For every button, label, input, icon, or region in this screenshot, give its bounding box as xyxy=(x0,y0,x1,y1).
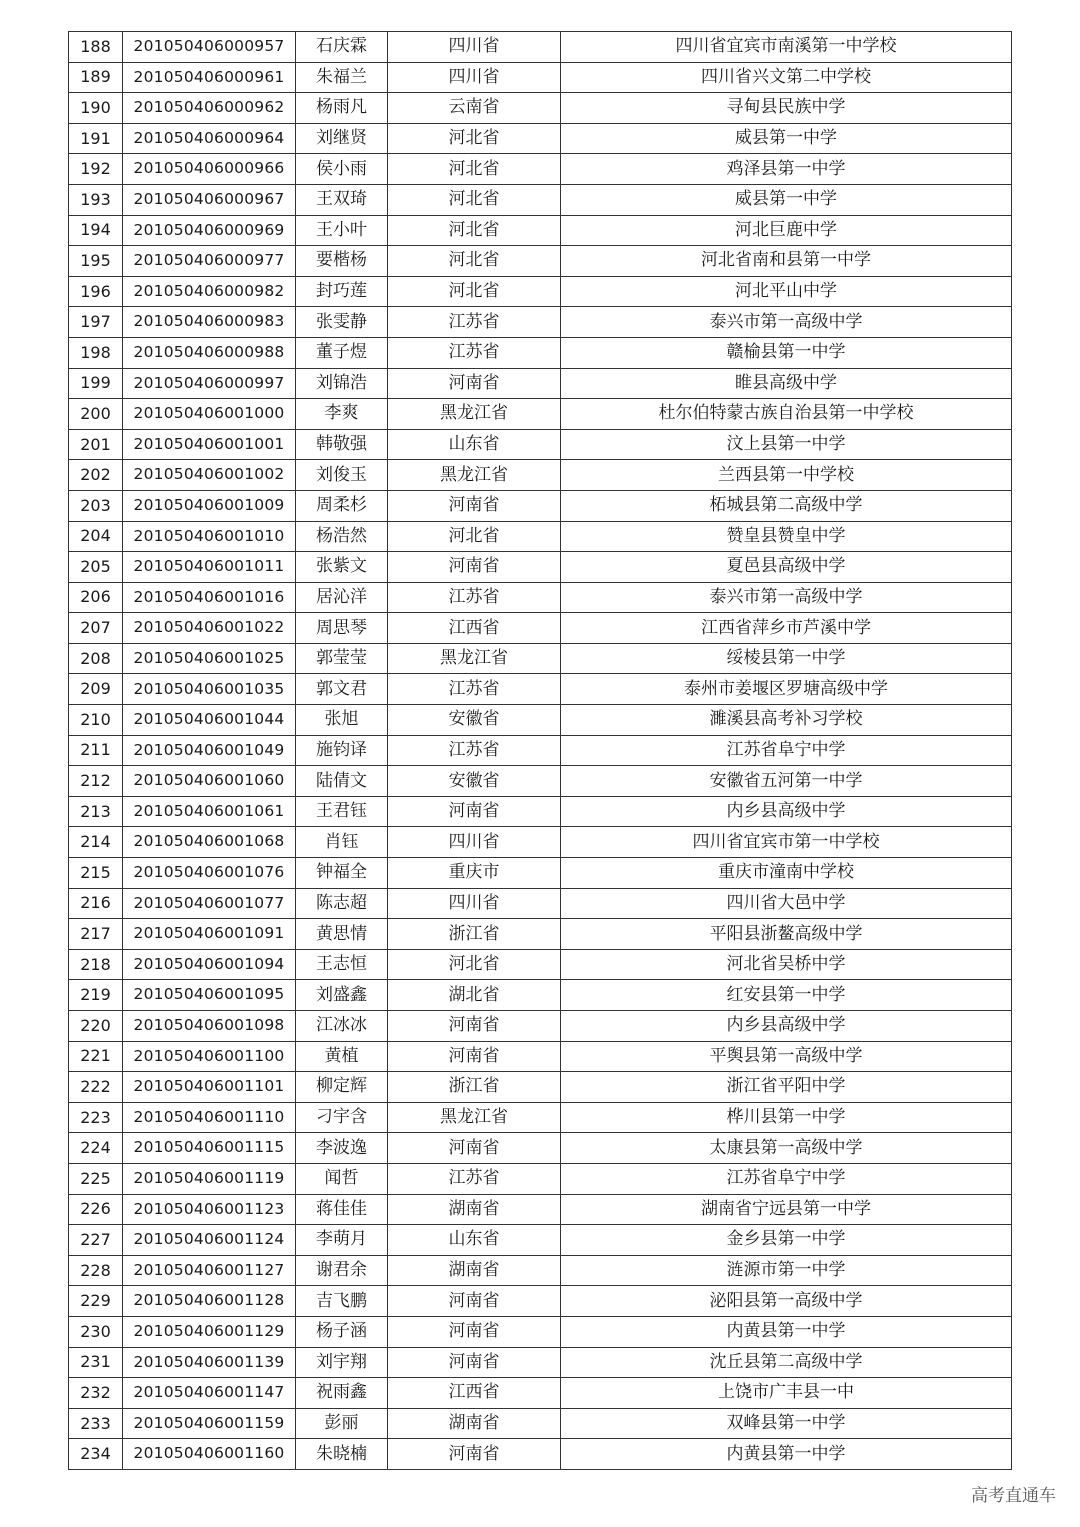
exam-id-cell: 201050406000962 xyxy=(123,93,296,124)
row-number-cell: 196 xyxy=(69,276,123,307)
table-row xyxy=(69,399,1012,430)
student-name-cell: 黄植 xyxy=(296,1041,388,1072)
province-cell: 浙江省 xyxy=(388,1072,561,1103)
student-name-cell: 钟福全 xyxy=(296,858,388,889)
school-cell: 泰州市姜堰区罗塘高级中学 xyxy=(561,674,1012,705)
row-number-cell: 230 xyxy=(69,1316,123,1347)
exam-id-cell: 201050406001049 xyxy=(123,735,296,766)
province-cell: 河南省 xyxy=(388,1439,561,1470)
student-name-cell: 张雯静 xyxy=(296,307,388,338)
student-name-cell: 张旭 xyxy=(296,705,388,736)
province-cell: 江苏省 xyxy=(388,307,561,338)
row-number-cell: 214 xyxy=(69,827,123,858)
table-row xyxy=(69,674,1012,705)
watermark-text: 高考直通车 xyxy=(971,1486,1056,1506)
province-cell: 云南省 xyxy=(388,93,561,124)
school-cell: 江西省萍乡市芦溪中学 xyxy=(561,613,1012,644)
school-cell: 江苏省阜宁中学 xyxy=(561,735,1012,766)
province-cell: 江苏省 xyxy=(388,337,561,368)
province-cell: 四川省 xyxy=(388,827,561,858)
table-row xyxy=(69,1041,1012,1072)
row-number-cell: 219 xyxy=(69,980,123,1011)
province-cell: 江苏省 xyxy=(388,1163,561,1194)
row-number-cell: 233 xyxy=(69,1408,123,1439)
school-cell: 红安县第一中学 xyxy=(561,980,1012,1011)
table-row xyxy=(69,1163,1012,1194)
row-number-cell: 200 xyxy=(69,399,123,430)
exam-id-cell: 201050406001076 xyxy=(123,858,296,889)
exam-id-cell: 201050406000966 xyxy=(123,154,296,185)
row-number-cell: 232 xyxy=(69,1378,123,1409)
school-cell: 河北巨鹿中学 xyxy=(561,215,1012,246)
province-cell: 河南省 xyxy=(388,1011,561,1042)
school-cell: 兰西县第一中学校 xyxy=(561,460,1012,491)
exam-id-cell: 201050406001025 xyxy=(123,643,296,674)
student-name-cell: 柳定辉 xyxy=(296,1072,388,1103)
school-cell: 桦川县第一中学 xyxy=(561,1102,1012,1133)
row-number-cell: 193 xyxy=(69,184,123,215)
table-row xyxy=(69,215,1012,246)
province-cell: 江苏省 xyxy=(388,674,561,705)
exam-id-cell: 201050406001094 xyxy=(123,949,296,980)
student-name-cell: 刘盛鑫 xyxy=(296,980,388,1011)
exam-id-cell: 201050406000964 xyxy=(123,123,296,154)
table-row xyxy=(69,766,1012,797)
student-name-cell: 杨浩然 xyxy=(296,521,388,552)
province-cell: 安徽省 xyxy=(388,705,561,736)
row-number-cell: 215 xyxy=(69,858,123,889)
table-row xyxy=(69,796,1012,827)
student-name-cell: 侯小雨 xyxy=(296,154,388,185)
row-number-cell: 226 xyxy=(69,1194,123,1225)
exam-id-cell: 201050406001139 xyxy=(123,1347,296,1378)
student-name-cell: 谢君余 xyxy=(296,1255,388,1286)
exam-id-cell: 201050406001123 xyxy=(123,1194,296,1225)
province-cell: 黑龙江省 xyxy=(388,643,561,674)
exam-id-cell: 201050406000982 xyxy=(123,276,296,307)
school-cell: 江苏省阜宁中学 xyxy=(561,1163,1012,1194)
student-name-cell: 郭文君 xyxy=(296,674,388,705)
table-row xyxy=(69,919,1012,950)
school-cell: 湖南省宁远县第一中学 xyxy=(561,1194,1012,1225)
row-number-cell: 199 xyxy=(69,368,123,399)
student-name-cell: 陆倩文 xyxy=(296,766,388,797)
student-name-cell: 祝雨鑫 xyxy=(296,1378,388,1409)
row-number-cell: 216 xyxy=(69,888,123,919)
exam-id-cell: 201050406001127 xyxy=(123,1255,296,1286)
table-row xyxy=(69,1194,1012,1225)
school-cell: 泌阳县第一高级中学 xyxy=(561,1286,1012,1317)
student-name-cell: 刘宇翔 xyxy=(296,1347,388,1378)
table-row xyxy=(69,1439,1012,1470)
table-row xyxy=(69,613,1012,644)
row-number-cell: 197 xyxy=(69,307,123,338)
row-number-cell: 210 xyxy=(69,705,123,736)
school-cell: 平阳县浙鳌高级中学 xyxy=(561,919,1012,950)
table-row xyxy=(69,1102,1012,1133)
row-number-cell: 189 xyxy=(69,62,123,93)
row-number-cell: 204 xyxy=(69,521,123,552)
province-cell: 湖南省 xyxy=(388,1255,561,1286)
student-name-cell: 吉飞鹏 xyxy=(296,1286,388,1317)
province-cell: 河北省 xyxy=(388,123,561,154)
student-name-cell: 王双琦 xyxy=(296,184,388,215)
school-cell: 安徽省五河第一中学 xyxy=(561,766,1012,797)
province-cell: 河南省 xyxy=(388,1133,561,1164)
student-name-cell: 杨子涵 xyxy=(296,1316,388,1347)
province-cell: 河南省 xyxy=(388,490,561,521)
school-cell: 涟源市第一中学 xyxy=(561,1255,1012,1286)
school-cell: 沈丘县第二高级中学 xyxy=(561,1347,1012,1378)
school-cell: 内乡县高级中学 xyxy=(561,796,1012,827)
table-row xyxy=(69,888,1012,919)
exam-id-cell: 201050406001119 xyxy=(123,1163,296,1194)
province-cell: 河南省 xyxy=(388,1316,561,1347)
row-number-cell: 220 xyxy=(69,1011,123,1042)
province-cell: 湖北省 xyxy=(388,980,561,1011)
row-number-cell: 231 xyxy=(69,1347,123,1378)
school-cell: 夏邑县高级中学 xyxy=(561,552,1012,583)
table-row xyxy=(69,1255,1012,1286)
row-number-cell: 217 xyxy=(69,919,123,950)
table-row xyxy=(69,460,1012,491)
province-cell: 四川省 xyxy=(388,32,561,63)
exam-id-cell: 201050406001001 xyxy=(123,429,296,460)
student-name-cell: 居沁洋 xyxy=(296,582,388,613)
school-cell: 金乡县第一中学 xyxy=(561,1225,1012,1256)
province-cell: 黑龙江省 xyxy=(388,399,561,430)
student-name-cell: 周柔杉 xyxy=(296,490,388,521)
student-name-cell: 李萌月 xyxy=(296,1225,388,1256)
student-name-cell: 肖钰 xyxy=(296,827,388,858)
row-number-cell: 212 xyxy=(69,766,123,797)
table-row xyxy=(69,1072,1012,1103)
exam-id-cell: 201050406001128 xyxy=(123,1286,296,1317)
table-row xyxy=(69,93,1012,124)
school-cell: 双峰县第一中学 xyxy=(561,1408,1012,1439)
province-cell: 河北省 xyxy=(388,949,561,980)
row-number-cell: 218 xyxy=(69,949,123,980)
table-row xyxy=(69,276,1012,307)
table-row xyxy=(69,643,1012,674)
student-name-cell: 闻哲 xyxy=(296,1163,388,1194)
row-number-cell: 195 xyxy=(69,246,123,277)
school-cell: 平舆县第一高级中学 xyxy=(561,1041,1012,1072)
table-row xyxy=(69,32,1012,63)
row-number-cell: 222 xyxy=(69,1072,123,1103)
exam-id-cell: 201050406001110 xyxy=(123,1102,296,1133)
exam-id-cell: 201050406001147 xyxy=(123,1378,296,1409)
school-cell: 睢县高级中学 xyxy=(561,368,1012,399)
row-number-cell: 209 xyxy=(69,674,123,705)
province-cell: 四川省 xyxy=(388,888,561,919)
province-cell: 河北省 xyxy=(388,154,561,185)
school-cell: 河北省吴桥中学 xyxy=(561,949,1012,980)
province-cell: 河北省 xyxy=(388,246,561,277)
exam-id-cell: 201050406001077 xyxy=(123,888,296,919)
province-cell: 河南省 xyxy=(388,796,561,827)
province-cell: 河北省 xyxy=(388,184,561,215)
province-cell: 山东省 xyxy=(388,1225,561,1256)
table-row xyxy=(69,154,1012,185)
student-name-cell: 韩敬强 xyxy=(296,429,388,460)
row-number-cell: 221 xyxy=(69,1041,123,1072)
exam-id-cell: 201050406001000 xyxy=(123,399,296,430)
student-name-cell: 黄思情 xyxy=(296,919,388,950)
table-row xyxy=(69,1408,1012,1439)
student-name-cell: 杨雨凡 xyxy=(296,93,388,124)
province-cell: 黑龙江省 xyxy=(388,1102,561,1133)
row-number-cell: 205 xyxy=(69,552,123,583)
exam-id-cell: 201050406001011 xyxy=(123,552,296,583)
province-cell: 河北省 xyxy=(388,215,561,246)
table-row xyxy=(69,368,1012,399)
table-row xyxy=(69,184,1012,215)
school-cell: 浙江省平阳中学 xyxy=(561,1072,1012,1103)
school-cell: 寻甸县民族中学 xyxy=(561,93,1012,124)
school-cell: 柘城县第二高级中学 xyxy=(561,490,1012,521)
table-row xyxy=(69,1316,1012,1347)
row-number-cell: 192 xyxy=(69,154,123,185)
exam-id-cell: 201050406001159 xyxy=(123,1408,296,1439)
student-name-cell: 石庆霖 xyxy=(296,32,388,63)
exam-id-cell: 201050406000969 xyxy=(123,215,296,246)
exam-id-cell: 201050406001035 xyxy=(123,674,296,705)
province-cell: 四川省 xyxy=(388,62,561,93)
exam-id-cell: 201050406001060 xyxy=(123,766,296,797)
school-cell: 杜尔伯特蒙古族自治县第一中学校 xyxy=(561,399,1012,430)
province-cell: 河南省 xyxy=(388,1347,561,1378)
exam-id-cell: 201050406001009 xyxy=(123,490,296,521)
table-row xyxy=(69,949,1012,980)
exam-id-cell: 201050406001091 xyxy=(123,919,296,950)
student-name-cell: 董子煜 xyxy=(296,337,388,368)
school-cell: 威县第一中学 xyxy=(561,123,1012,154)
student-name-cell: 李波逸 xyxy=(296,1133,388,1164)
student-name-cell: 施钧译 xyxy=(296,735,388,766)
school-cell: 内黄县第一中学 xyxy=(561,1316,1012,1347)
student-name-cell: 郭莹莹 xyxy=(296,643,388,674)
table-row xyxy=(69,337,1012,368)
table-row xyxy=(69,858,1012,889)
row-number-cell: 206 xyxy=(69,582,123,613)
province-cell: 江苏省 xyxy=(388,582,561,613)
school-cell: 赣榆县第一中学 xyxy=(561,337,1012,368)
student-name-cell: 朱晓楠 xyxy=(296,1439,388,1470)
school-cell: 赞皇县赞皇中学 xyxy=(561,521,1012,552)
row-number-cell: 198 xyxy=(69,337,123,368)
table-row xyxy=(69,1347,1012,1378)
exam-id-cell: 201050406001101 xyxy=(123,1072,296,1103)
table-row xyxy=(69,1225,1012,1256)
school-cell: 四川省大邑中学 xyxy=(561,888,1012,919)
province-cell: 河北省 xyxy=(388,521,561,552)
table-row xyxy=(69,62,1012,93)
row-number-cell: 223 xyxy=(69,1102,123,1133)
student-name-cell: 陈志超 xyxy=(296,888,388,919)
exam-id-cell: 201050406000967 xyxy=(123,184,296,215)
table-row xyxy=(69,246,1012,277)
table-row xyxy=(69,827,1012,858)
exam-id-cell: 201050406001061 xyxy=(123,796,296,827)
exam-id-cell: 201050406000997 xyxy=(123,368,296,399)
student-name-cell: 王小叶 xyxy=(296,215,388,246)
school-cell: 太康县第一高级中学 xyxy=(561,1133,1012,1164)
table-row xyxy=(69,980,1012,1011)
school-cell: 濉溪县高考补习学校 xyxy=(561,705,1012,736)
table-row xyxy=(69,1286,1012,1317)
school-cell: 汶上县第一中学 xyxy=(561,429,1012,460)
province-cell: 安徽省 xyxy=(388,766,561,797)
school-cell: 河北省南和县第一中学 xyxy=(561,246,1012,277)
province-cell: 湖南省 xyxy=(388,1194,561,1225)
row-number-cell: 202 xyxy=(69,460,123,491)
school-cell: 威县第一中学 xyxy=(561,184,1012,215)
province-cell: 江西省 xyxy=(388,613,561,644)
student-name-cell: 蒋佳佳 xyxy=(296,1194,388,1225)
student-name-cell: 王君钰 xyxy=(296,796,388,827)
row-number-cell: 228 xyxy=(69,1255,123,1286)
roster-body xyxy=(69,32,1012,1470)
table-row xyxy=(69,1133,1012,1164)
student-name-cell: 李爽 xyxy=(296,399,388,430)
row-number-cell: 191 xyxy=(69,123,123,154)
province-cell: 重庆市 xyxy=(388,858,561,889)
student-name-cell: 周思琴 xyxy=(296,613,388,644)
table-row xyxy=(69,490,1012,521)
table-row xyxy=(69,552,1012,583)
row-number-cell: 213 xyxy=(69,796,123,827)
student-name-cell: 封巧莲 xyxy=(296,276,388,307)
row-number-cell: 229 xyxy=(69,1286,123,1317)
exam-id-cell: 201050406001098 xyxy=(123,1011,296,1042)
exam-id-cell: 201050406001002 xyxy=(123,460,296,491)
school-cell: 泰兴市第一高级中学 xyxy=(561,307,1012,338)
row-number-cell: 207 xyxy=(69,613,123,644)
school-cell: 四川省宜宾市南溪第一中学校 xyxy=(561,32,1012,63)
exam-id-cell: 201050406001160 xyxy=(123,1439,296,1470)
row-number-cell: 194 xyxy=(69,215,123,246)
school-cell: 绥棱县第一中学 xyxy=(561,643,1012,674)
student-name-cell: 刘俊玉 xyxy=(296,460,388,491)
table-row xyxy=(69,582,1012,613)
table-row xyxy=(69,521,1012,552)
row-number-cell: 227 xyxy=(69,1225,123,1256)
exam-id-cell: 201050406000961 xyxy=(123,62,296,93)
exam-id-cell: 201050406001129 xyxy=(123,1316,296,1347)
exam-id-cell: 201050406000977 xyxy=(123,246,296,277)
school-cell: 河北平山中学 xyxy=(561,276,1012,307)
table-row xyxy=(69,1011,1012,1042)
province-cell: 浙江省 xyxy=(388,919,561,950)
roster-table xyxy=(68,31,1012,1470)
student-name-cell: 刘锦浩 xyxy=(296,368,388,399)
exam-id-cell: 201050406000988 xyxy=(123,337,296,368)
student-name-cell: 彭丽 xyxy=(296,1408,388,1439)
exam-id-cell: 201050406001016 xyxy=(123,582,296,613)
exam-id-cell: 201050406001044 xyxy=(123,705,296,736)
table-row xyxy=(69,735,1012,766)
province-cell: 河北省 xyxy=(388,276,561,307)
exam-id-cell: 201050406001115 xyxy=(123,1133,296,1164)
province-cell: 山东省 xyxy=(388,429,561,460)
school-cell: 泰兴市第一高级中学 xyxy=(561,582,1012,613)
school-cell: 四川省兴文第二中学校 xyxy=(561,62,1012,93)
student-name-cell: 要楷杨 xyxy=(296,246,388,277)
province-cell: 江西省 xyxy=(388,1378,561,1409)
exam-id-cell: 201050406001124 xyxy=(123,1225,296,1256)
student-name-cell: 刘继贤 xyxy=(296,123,388,154)
province-cell: 江苏省 xyxy=(388,735,561,766)
exam-id-cell: 201050406001010 xyxy=(123,521,296,552)
exam-id-cell: 201050406001068 xyxy=(123,827,296,858)
row-number-cell: 208 xyxy=(69,643,123,674)
school-cell: 四川省宜宾市第一中学校 xyxy=(561,827,1012,858)
student-name-cell: 张紫文 xyxy=(296,552,388,583)
student-name-cell: 朱福兰 xyxy=(296,62,388,93)
province-cell: 河南省 xyxy=(388,1041,561,1072)
province-cell: 河南省 xyxy=(388,552,561,583)
school-cell: 内黄县第一中学 xyxy=(561,1439,1012,1470)
school-cell: 重庆市潼南中学校 xyxy=(561,858,1012,889)
province-cell: 河南省 xyxy=(388,368,561,399)
row-number-cell: 225 xyxy=(69,1163,123,1194)
row-number-cell: 201 xyxy=(69,429,123,460)
exam-id-cell: 201050406001022 xyxy=(123,613,296,644)
student-name-cell: 刁宇含 xyxy=(296,1102,388,1133)
exam-id-cell: 201050406001100 xyxy=(123,1041,296,1072)
student-name-cell: 王志恒 xyxy=(296,949,388,980)
table-row xyxy=(69,1378,1012,1409)
table-row xyxy=(69,429,1012,460)
student-name-cell: 江冰冰 xyxy=(296,1011,388,1042)
province-cell: 湖南省 xyxy=(388,1408,561,1439)
row-number-cell: 234 xyxy=(69,1439,123,1470)
province-cell: 河南省 xyxy=(388,1286,561,1317)
school-cell: 内乡县高级中学 xyxy=(561,1011,1012,1042)
province-cell: 黑龙江省 xyxy=(388,460,561,491)
table-row xyxy=(69,705,1012,736)
table-row xyxy=(69,123,1012,154)
row-number-cell: 188 xyxy=(69,32,123,63)
row-number-cell: 203 xyxy=(69,490,123,521)
school-cell: 上饶市广丰县一中 xyxy=(561,1378,1012,1409)
exam-id-cell: 201050406000983 xyxy=(123,307,296,338)
exam-id-cell: 201050406001095 xyxy=(123,980,296,1011)
row-number-cell: 211 xyxy=(69,735,123,766)
table-row xyxy=(69,307,1012,338)
row-number-cell: 190 xyxy=(69,93,123,124)
exam-id-cell: 201050406000957 xyxy=(123,32,296,63)
school-cell: 鸡泽县第一中学 xyxy=(561,154,1012,185)
row-number-cell: 224 xyxy=(69,1133,123,1164)
